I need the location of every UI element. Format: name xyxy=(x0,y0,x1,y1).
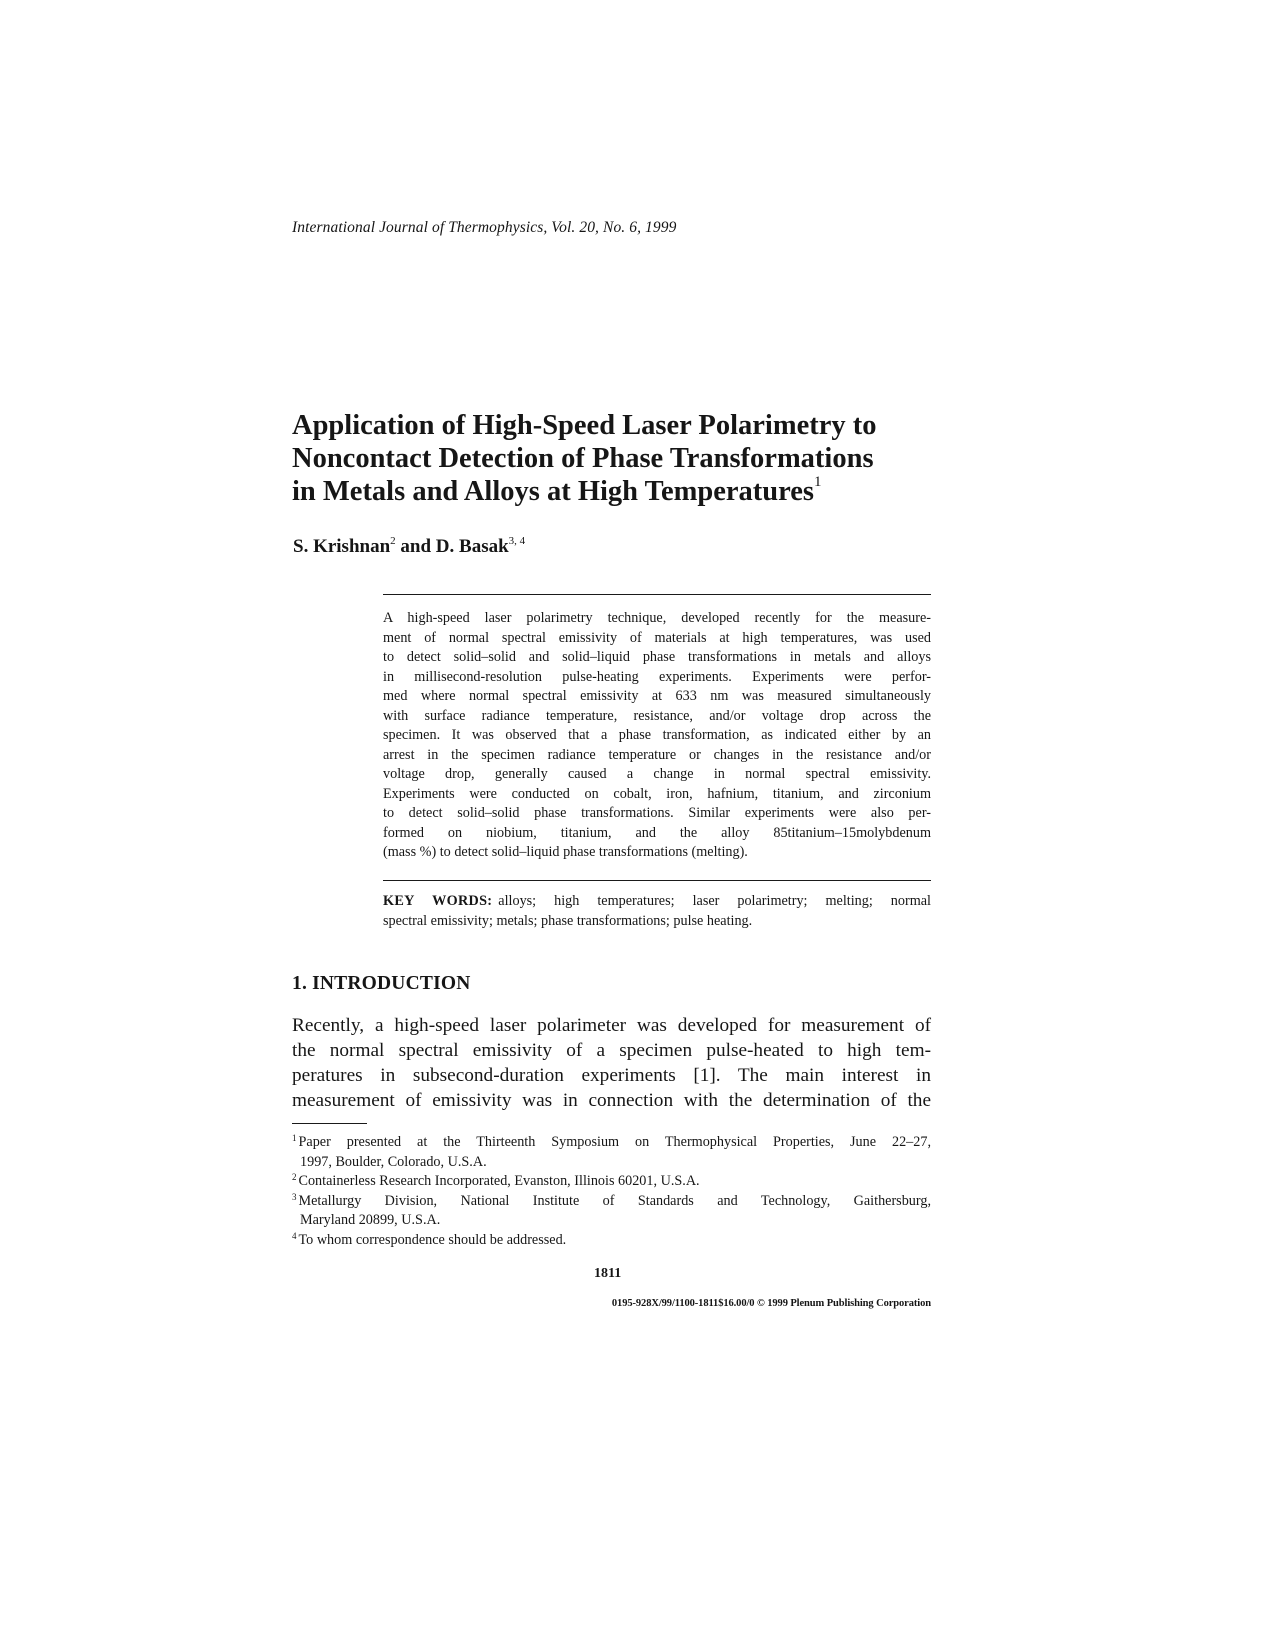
abstract-line: arrest in the specimen radiance temperature or changes in the resistance and/or xyxy=(383,746,931,763)
footnote xyxy=(292,1172,931,1192)
abstract-line: with surface radiance temperature, resistance, and/or voltage drop across the xyxy=(383,707,931,724)
abstract-line: in millisecond-resolution pulse-heating experiments. Experiments were perfor- xyxy=(383,668,931,685)
footnote-mark: 1 xyxy=(292,1133,297,1143)
body-line: Recently, a high-speed laser polarimeter was developed for measurement of xyxy=(292,1015,931,1036)
body-line: the normal spectral emissivity of a specimen pulse-heated to high tem- xyxy=(292,1040,931,1061)
abstract xyxy=(383,609,931,863)
page-number: 1811 xyxy=(594,1266,622,1281)
author-name: S. Krishnan xyxy=(293,536,391,557)
section-heading: 1. INTRODUCTION xyxy=(292,973,471,994)
author-line xyxy=(293,536,525,558)
keywords-line xyxy=(383,892,931,912)
introduction-text xyxy=(292,1013,931,1113)
footnote-line xyxy=(292,1172,931,1192)
journal-header: International Journal of Thermophysics, Vol. 20, No. 6, 1999 xyxy=(292,219,677,236)
footnotes xyxy=(292,1133,931,1250)
footnote-text: Containerless Research Incorporated, Evanston, Illinois 60201, U.S.A. xyxy=(298,1173,700,1189)
footnote-line xyxy=(292,1133,931,1153)
footnote-line: 1997, Boulder, Colorado, U.S.A. xyxy=(300,1153,487,1170)
abstract-line: (mass %) to detect solid–liquid phase transformations (melting). xyxy=(383,844,748,860)
author-conjunction: and xyxy=(400,536,432,557)
abstract-line: specimen. It was observed that a phase transformation, as indicated either by an xyxy=(383,727,931,743)
footnote xyxy=(292,1231,931,1251)
title-line xyxy=(292,475,992,508)
author-affiliation-mark: 3, 4 xyxy=(508,535,526,547)
publisher-line: 0195-928X/99/1100-1811$16.00/0 © 1999 Plenum Publishing Corporation xyxy=(611,1298,931,1309)
footnote-line xyxy=(292,1231,931,1251)
title-line: Noncontact Detection of Phase Transformations xyxy=(292,443,874,474)
author-name: D. Basak xyxy=(435,536,509,557)
footnote xyxy=(292,1192,931,1231)
abstract-line: ment of normal spectral emissivity of materials at high temperatures, was used xyxy=(383,629,931,646)
abstract-line: A high-speed laser polarimetry technique, developed recently for the measure- xyxy=(383,610,931,626)
footnote-line xyxy=(292,1192,931,1212)
keywords-line: spectral emissivity; metals; phase transformations; pulse heating. xyxy=(383,912,753,929)
abstract-line: formed on niobium, titanium, and the alloy 85titanium–15molybdenum xyxy=(383,824,931,841)
abstract-line: to detect solid–solid phase transformations. Similar experiments were also per- xyxy=(383,805,931,821)
author-affiliation-mark: 2 xyxy=(390,535,396,547)
abstract-line: med where normal spectral emissivity at 633 nm was measured simultaneously xyxy=(383,688,931,704)
abstract-line: Experiments were conducted on cobalt, iron, hafnium, titanium, and zirconium xyxy=(383,785,931,802)
keywords-label: KEY WORDS: xyxy=(383,893,493,909)
title-line-text: in Metals and Alloys at High Temperatures xyxy=(292,476,815,507)
keywords xyxy=(383,892,931,931)
footnote-mark: 3 xyxy=(292,1191,297,1202)
footnote-mark: 4 xyxy=(292,1230,297,1241)
title-footnote-mark: 1 xyxy=(814,474,822,490)
footnote-separator xyxy=(292,1123,367,1124)
title-line: Application of High-Speed Laser Polarimetry to xyxy=(292,410,877,441)
body-line: measurement of emissivity was in connection with the determination of the xyxy=(292,1090,931,1111)
footnote-text: Paper presented at the Thirteenth Symposium on Thermophysical Properties, June 22–27, xyxy=(298,1134,931,1150)
footnote-text: Metallurgy Division, National Institute of Standards and Technology, Gaithersburg, xyxy=(298,1192,931,1209)
abstract-line: to detect solid–solid and solid–liquid phase transformations in metals and alloys xyxy=(383,649,931,665)
footnote-line: Maryland 20899, U.S.A. xyxy=(300,1212,441,1228)
paper-title xyxy=(292,409,992,508)
keywords-text: alloys; high temperatures; laser polarimetry; melting; normal xyxy=(498,893,931,909)
abstract-bottom-rule xyxy=(383,880,931,881)
abstract-top-rule xyxy=(383,594,931,595)
footnote-text: To whom correspondence should be addressed. xyxy=(298,1231,567,1248)
body-line: peratures in subsecond-duration experiments [1]. The main interest in xyxy=(292,1065,931,1086)
abstract-line: voltage drop, generally caused a change in normal spectral emissivity. xyxy=(383,766,931,782)
footnote xyxy=(292,1133,931,1172)
footnote-mark: 2 xyxy=(292,1172,297,1182)
